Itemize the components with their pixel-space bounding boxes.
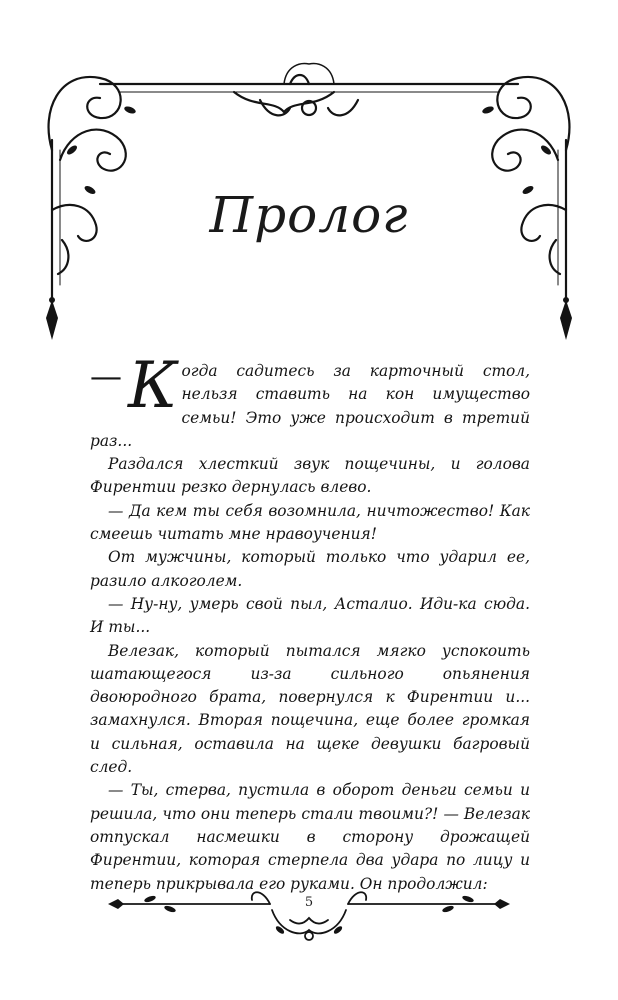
chapter-body <box>90 349 530 896</box>
drop-cap: К <box>128 349 178 423</box>
paragraph: — Да кем ты себя возомнила, ничтожество! Как смеешь читать мне нравоучения! <box>90 501 530 544</box>
paragraph: От мужчины, который только что ударил ее, разило алкоголем. <box>90 548 530 590</box>
floral-divider-ornament-icon <box>0 880 618 960</box>
page-number: 5 <box>304 895 314 910</box>
baroque-frame-ornament-icon <box>0 0 618 370</box>
chapter-title: Пролог <box>209 186 409 244</box>
em-dash: — <box>90 357 122 395</box>
opening-paragraph-text: огда садитесь за карточный стол, нельзя ставить на кон имущество семьи! Это уже происходит в третий раз... <box>90 362 530 450</box>
paragraph: Раздался хлесткий звук пощечины, и голова Фирентии резко дернулась влево. <box>90 455 530 497</box>
opening-paragraph <box>90 349 530 453</box>
paragraph: Велезак, который пытался мягко успокоить шатающегося из-за сильного опьянения двоюродного брата, повернулся к Фирентии и... замахнулся. Вторая пощечина, еще более громкая и сильная, оставила на щеке девушки багровый след. <box>90 641 530 777</box>
paragraph: — Ну-ну, умерь свой пыл, Асталио. Иди-ка сюда. И ты... <box>90 594 530 637</box>
paragraph: — Ты, стерва, пустила в оборот деньги семьи и решила, что они теперь стали твоими?! — Велезак отпускал насмешки в сторону дрожащей Фирентии, которая стерпела два удара по лицу и теперь прикрывала его руками. Он продолжил: <box>90 781 530 893</box>
